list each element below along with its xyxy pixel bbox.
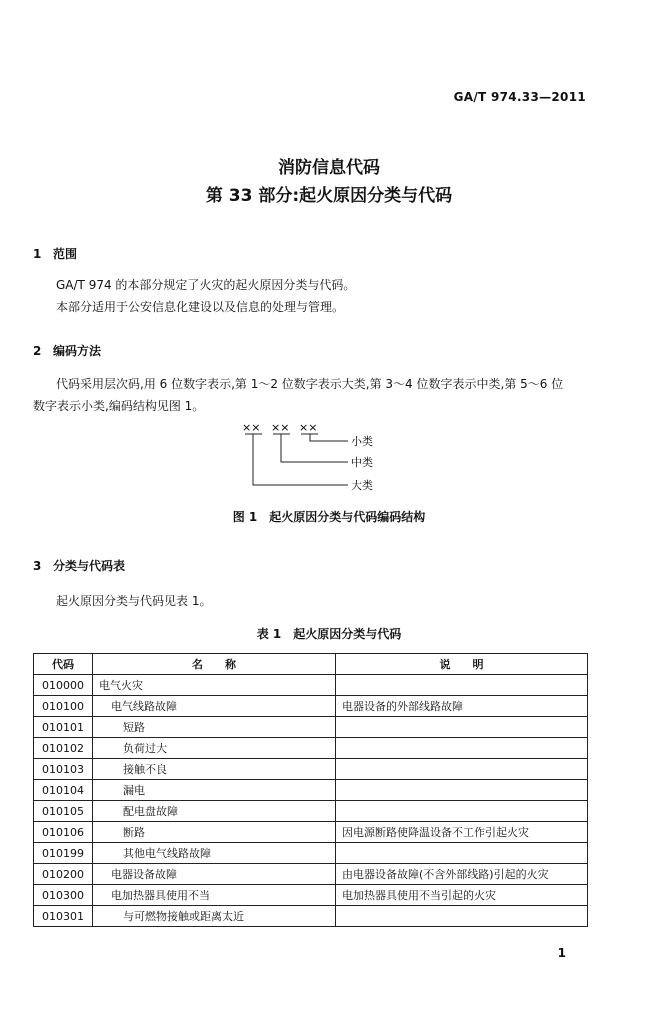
section-title: 范围 — [53, 247, 78, 261]
cell-name-text: 电器设备故障 — [111, 868, 177, 881]
cell-note — [336, 759, 588, 780]
cell-name — [93, 864, 336, 885]
table-1-caption: 表 1 起火原因分类与代码 — [256, 627, 402, 641]
section-number: 1 — [33, 247, 42, 261]
cell-name-text: 其他电气线路故障 — [123, 847, 211, 860]
cell-code: 010300 — [34, 885, 93, 906]
section-3-heading — [33, 557, 125, 574]
document-title: 消防信息代码 — [278, 158, 380, 178]
cell-name — [93, 780, 336, 801]
section-2-heading — [33, 342, 101, 359]
cell-code: 010106 — [34, 822, 93, 843]
cell-name — [93, 675, 336, 696]
cell-note — [336, 717, 588, 738]
table-row — [34, 696, 588, 717]
section-title: 编码方法 — [53, 344, 102, 358]
document-subtitle: 第 33 部分:起火原因分类与代码 — [205, 186, 453, 206]
cell-name-text: 断路 — [123, 826, 145, 839]
cell-code: 010100 — [34, 696, 93, 717]
table-header-row — [34, 654, 588, 675]
cell-name-text: 电加热器具使用不当 — [111, 889, 210, 902]
code-table — [33, 653, 588, 927]
label-small-category: 小类 — [351, 435, 373, 448]
table-row — [34, 843, 588, 864]
connector-small — [310, 434, 348, 441]
cell-code: 010000 — [34, 675, 93, 696]
label-large-category: 大类 — [351, 479, 373, 492]
column-header-note: 说 明 — [336, 654, 588, 675]
cell-name-text: 负荷过大 — [123, 742, 167, 755]
cell-note — [336, 843, 588, 864]
cell-code: 010199 — [34, 843, 93, 864]
table-row — [34, 759, 588, 780]
table-row — [34, 885, 588, 906]
section-2-paragraph-line-2: 数字表示小类,编码结构见图 1。 — [33, 399, 205, 413]
cell-name — [93, 906, 336, 927]
cell-code: 010104 — [34, 780, 93, 801]
cell-name — [93, 717, 336, 738]
cell-name-text: 接触不良 — [123, 763, 167, 776]
cell-note — [336, 801, 588, 822]
cell-code: 010102 — [34, 738, 93, 759]
section-number: 2 — [33, 344, 42, 358]
section-1-paragraph-1: GA/T 974 的本部分规定了火灾的起火原因分类与代码。 — [56, 278, 356, 292]
table-row — [34, 675, 588, 696]
cell-note: 因电源断路使降温设备不工作引起火灾 — [336, 822, 588, 843]
section-title: 分类与代码表 — [53, 559, 126, 573]
cell-note — [336, 675, 588, 696]
cell-note: 电加热器具使用不当引起的火灾 — [336, 885, 588, 906]
cell-name — [93, 822, 336, 843]
standard-number: GA/T 974.33—2011 — [453, 90, 586, 104]
table-row — [34, 801, 588, 822]
cell-code: 010103 — [34, 759, 93, 780]
code-structure-diagram — [240, 418, 400, 498]
code-group-small: ×× — [299, 421, 318, 434]
section-3-paragraph: 起火原因分类与代码见表 1。 — [56, 594, 212, 608]
cell-name — [93, 843, 336, 864]
code-group-large: ×× — [242, 421, 261, 434]
cell-name — [93, 801, 336, 822]
cell-code: 010301 — [34, 906, 93, 927]
page-number: 1 — [557, 946, 566, 960]
column-header-name: 名 称 — [93, 654, 336, 675]
figure-1-caption: 图 1 起火原因分类与代码编码结构 — [232, 510, 426, 524]
cell-note: 由电器设备故障(不含外部线路)引起的火灾 — [336, 864, 588, 885]
section-2-paragraph-line-1: 代码采用层次码,用 6 位数字表示,第 1～2 位数字表示大类,第 3～4 位数字表示中类,第 5～6 位 — [56, 377, 564, 391]
cell-name — [93, 738, 336, 759]
cell-name-text: 与可燃物接触或距离太近 — [123, 910, 244, 923]
table-row — [34, 717, 588, 738]
table-row — [34, 864, 588, 885]
table-row — [34, 906, 588, 927]
connector-middle — [281, 434, 348, 462]
code-group-middle: ×× — [271, 421, 290, 434]
cell-name — [93, 885, 336, 906]
label-middle-category: 中类 — [351, 456, 373, 469]
cell-code: 010101 — [34, 717, 93, 738]
cell-note — [336, 738, 588, 759]
connector-large — [253, 434, 348, 485]
section-number: 3 — [33, 559, 42, 573]
cell-note — [336, 780, 588, 801]
cell-name-text: 配电盘故障 — [123, 805, 178, 818]
cell-code: 010200 — [34, 864, 93, 885]
cell-code: 010105 — [34, 801, 93, 822]
section-1-paragraph-2: 本部分适用于公安信息化建设以及信息的处理与管理。 — [56, 300, 345, 314]
cell-name-text: 短路 — [123, 721, 145, 734]
column-header-code: 代码 — [34, 654, 93, 675]
table-row — [34, 738, 588, 759]
table-row — [34, 780, 588, 801]
table-row — [34, 822, 588, 843]
section-1-heading — [33, 245, 77, 262]
cell-note — [336, 906, 588, 927]
cell-name — [93, 696, 336, 717]
cell-name-text: 电气火灾 — [99, 679, 143, 692]
cell-name — [93, 759, 336, 780]
cell-name-text: 漏电 — [123, 784, 145, 797]
cell-note: 电器设备的外部线路故障 — [336, 696, 588, 717]
cell-name-text: 电气线路故障 — [111, 700, 177, 713]
